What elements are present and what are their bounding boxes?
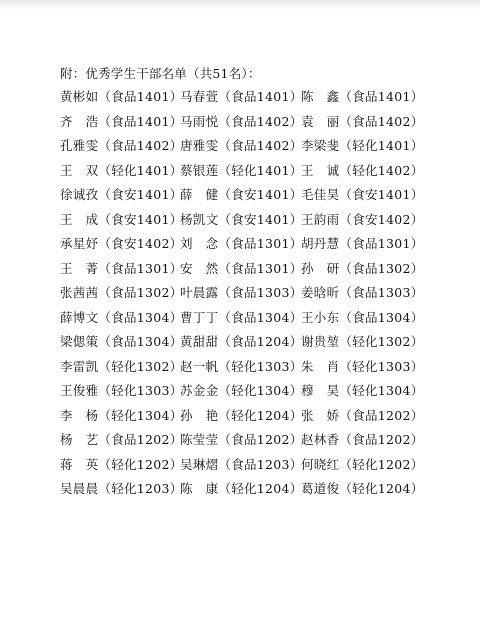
student-entry: 杨凯文（食安1401） (180, 211, 303, 227)
student-entry: 陈莹莹（食品1202） (180, 432, 303, 448)
student-entry: 王 诚（轻化1402） (301, 162, 424, 178)
student-entry: 安 然（食品1301） (180, 260, 303, 276)
student-entry: 刘 念（食品1301） (180, 236, 303, 252)
student-entry: 李雷凯（轻化1302） (60, 358, 183, 374)
name-row (60, 280, 424, 305)
name-row (60, 476, 424, 501)
student-entry: 姜晗昕（食品1303） (301, 285, 424, 301)
student-entry: 承星妤（食安1402） (60, 236, 183, 252)
student-entry: 黄彬如（食品1401） (60, 89, 183, 105)
student-entry: 吴晨晨（轻化1203） (60, 481, 183, 497)
student-entry: 何晓红（轻化1202） (301, 456, 424, 472)
name-row (60, 231, 424, 256)
student-entry: 孙 研（食品1302） (301, 260, 424, 276)
student-entry: 朱 肖（轻化1303） (301, 358, 424, 374)
name-row (60, 452, 424, 477)
name-row (60, 133, 424, 158)
student-entry: 王韵雨（食安1402） (301, 211, 424, 227)
student-entry: 张茜茜（食品1302） (60, 285, 183, 301)
student-entry: 谢贵堃（轻化1302） (301, 334, 424, 350)
list-heading: 附：优秀学生干部名单（共51名）： (60, 66, 261, 81)
student-entry: 杨 艺（食品1202） (60, 432, 183, 448)
student-entry: 马春萱（食品1401） (180, 89, 303, 105)
name-row (60, 403, 424, 428)
name-row (60, 378, 424, 403)
student-entry: 梁偲策（食品1304） (60, 334, 183, 350)
student-entry: 穆 昊（轻化1304） (301, 383, 424, 399)
student-entry: 陈 鑫（食品1401） (301, 89, 424, 105)
scan-edge (0, 0, 480, 10)
name-row (60, 329, 424, 354)
student-entry: 苏金金（轻化1304） (180, 383, 303, 399)
name-row (60, 305, 424, 330)
student-entry: 徐诚孜（食安1401） (60, 187, 183, 203)
student-entry: 王小东（食品1304） (301, 309, 424, 325)
student-entry: 蔡银莲（轻化1401） (180, 162, 303, 178)
student-entry: 毛佳昊（食安1401） (301, 187, 424, 203)
student-entry: 蒋 英（轻化1202） (60, 456, 183, 472)
student-entry: 王 成（食安1401） (60, 211, 183, 227)
student-entry: 袁 丽（食品1402） (301, 113, 424, 129)
student-entry: 孔雅雯（食品1402） (60, 138, 183, 154)
student-entry: 孙 艳（轻化1204） (180, 407, 303, 423)
student-entry: 李 杨（轻化1304） (60, 407, 183, 423)
student-entry: 王俊雅（轻化1303） (60, 383, 183, 399)
student-entry: 赵一帆（轻化1303） (180, 358, 303, 374)
student-entry: 陈 康（轻化1204） (180, 481, 303, 497)
student-entry: 马雨悦（食品1402） (180, 113, 303, 129)
name-row (60, 207, 424, 232)
name-row (60, 158, 424, 183)
student-entry: 唐雅雯（食品1402） (180, 138, 303, 154)
student-entry: 薛博文（食品1304） (60, 309, 183, 325)
student-name-list (60, 84, 424, 501)
student-entry: 黄甜甜（食品1204） (180, 334, 303, 350)
student-entry: 薛 健（食安1401） (180, 187, 303, 203)
student-entry: 王 双（轻化1401） (60, 162, 183, 178)
name-row (60, 109, 424, 134)
name-row (60, 84, 424, 109)
student-entry: 齐 浩（食品1401） (60, 113, 183, 129)
name-row (60, 182, 424, 207)
student-entry: 王 菁（食品1301） (60, 260, 183, 276)
student-entry: 吴琳熠（食品1203） (180, 456, 303, 472)
name-row (60, 354, 424, 379)
student-entry: 葛道俊（轻化1204） (301, 481, 424, 497)
name-row (60, 256, 424, 281)
student-entry: 胡丹慧（食品1301） (301, 236, 424, 252)
student-entry: 张 娇（食品1202） (301, 407, 424, 423)
name-row (60, 427, 424, 452)
student-entry: 李梁斐（轻化1401） (301, 138, 424, 154)
student-entry: 叶晨露（食品1303） (180, 285, 303, 301)
student-entry: 曹丁丁（食品1304） (180, 309, 303, 325)
student-entry: 赵林香（食品1202） (301, 432, 424, 448)
